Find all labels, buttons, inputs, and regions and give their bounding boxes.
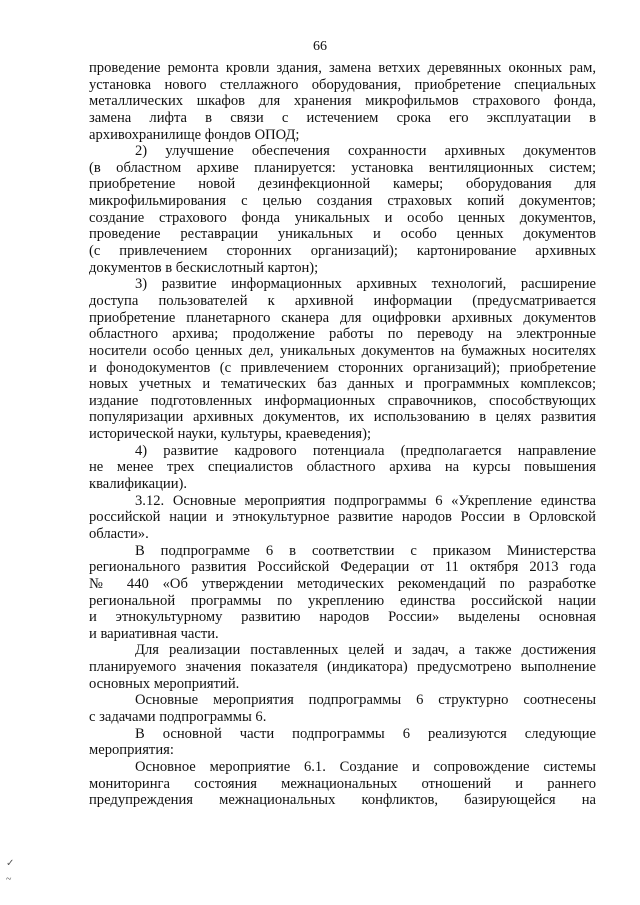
text-line: микрофильмирования с целью создания страховых копий документов; <box>89 193 596 210</box>
text-line: металлических шкафов для хранения микрофильмов страхового фонда, <box>89 93 596 110</box>
text-line: В подпрограмме 6 в соответствии с приказом Министерства <box>135 542 596 559</box>
text-line: квалификации). <box>89 476 188 493</box>
text-line: документов в бескислотный картон); <box>89 259 319 276</box>
text-line: приобретение новой дезинфекционной камеры; оборудования для <box>89 176 596 193</box>
text-line: популяризации архивных документов, их использованию в целях развития <box>89 409 596 426</box>
text-line: замена лифта в связи с истечением срока его эксплуатации в <box>89 109 596 126</box>
text-line: создание страхового фонда уникальных и особо ценных документов, <box>89 209 596 226</box>
text-line: региональной программы по укреплению единства российской нации <box>89 592 596 609</box>
text-line: 4) развитие кадрового потенциала (предполагается направление <box>135 442 596 459</box>
text-line: и этнокультурному развитию народов России» выделены основная <box>89 609 596 626</box>
text-line: новых учетных и тематических баз данных и программных комплексов; <box>89 376 596 393</box>
margin-mark: ~ <box>6 874 12 885</box>
text-line: носители особо ценных дел, уникальных документов на бумажных носителях <box>89 342 596 359</box>
text-line: и фонодокументов (с привлечением сторонних организаций); приобретение <box>89 359 596 376</box>
text-line: российской нации и этнокультурное развитие народов России в Орловской <box>89 509 596 526</box>
text-line: 3.12. Основные мероприятия подпрограммы 6 «Укрепление единства <box>135 492 596 509</box>
text-line: исторической науки, культуры, краеведения); <box>89 426 372 443</box>
text-line: проведение реставрации уникальных и особо ценных документов <box>89 226 596 243</box>
text-line: В основной части подпрограммы 6 реализуются следующие <box>135 725 596 742</box>
margin-mark: ✓ <box>6 858 15 869</box>
text-line: № 440 «Об утверждении методических рекомендаций по разработке <box>89 575 596 592</box>
text-line: приобретение планетарного сканера для оцифровки архивных документов <box>89 309 596 326</box>
text-line: Основные мероприятия подпрограммы 6 структурно соотнесены <box>135 692 596 709</box>
text-line: планируемого значения показателя (индикатора) предусмотрено выполнение <box>89 659 596 676</box>
text-line: доступа пользователей к архивной информации (предусматривается <box>89 292 596 309</box>
text-line: издание подготовленных информационных справочников, способствующих <box>89 392 596 409</box>
text-line: (в областном архиве планируется: установка вентиляционных систем; <box>89 159 596 176</box>
text-line: Для реализации поставленных целей и задач, а также достижения <box>135 642 596 659</box>
text-line: предупреждения межнациональных конфликтов, базирующейся на <box>89 792 596 809</box>
text-line: 3) развитие информационных архивных технологий, расширение <box>135 276 596 293</box>
text-line: (с привлечением сторонних организаций); картонирование архивных <box>89 243 596 260</box>
document-body <box>89 60 596 809</box>
text-line: мониторинга состояния межнациональных отношений и раннего <box>89 775 596 792</box>
text-line: области». <box>89 525 149 542</box>
page-number: 66 <box>313 39 327 54</box>
text-line: проведение ремонта кровли здания, замена ветхих деревянных оконных рам, <box>89 60 596 76</box>
text-line: установка нового стеллажного оборудования, приобретение специальных <box>89 76 596 93</box>
text-line: архивохранилище фондов ОПОД; <box>89 126 300 143</box>
text-line: основных мероприятий. <box>89 675 240 692</box>
text-line: Основное мероприятие 6.1. Создание и сопровождение системы <box>135 758 596 775</box>
text-line: областного архива; продолжение работы по переводу на электронные <box>89 326 596 343</box>
text-line: регионального развития Российской Федерации от 11 октября 2013 года <box>89 559 596 576</box>
text-line: не менее трех специалистов областного архива на курсы повышения <box>89 459 596 476</box>
text-line: 2) улучшение обеспечения сохранности архивных документов <box>135 143 596 160</box>
text-line: и вариативная части. <box>89 625 219 642</box>
text-line: мероприятия: <box>89 742 174 759</box>
text-line: с задачами подпрограммы 6. <box>89 708 267 725</box>
